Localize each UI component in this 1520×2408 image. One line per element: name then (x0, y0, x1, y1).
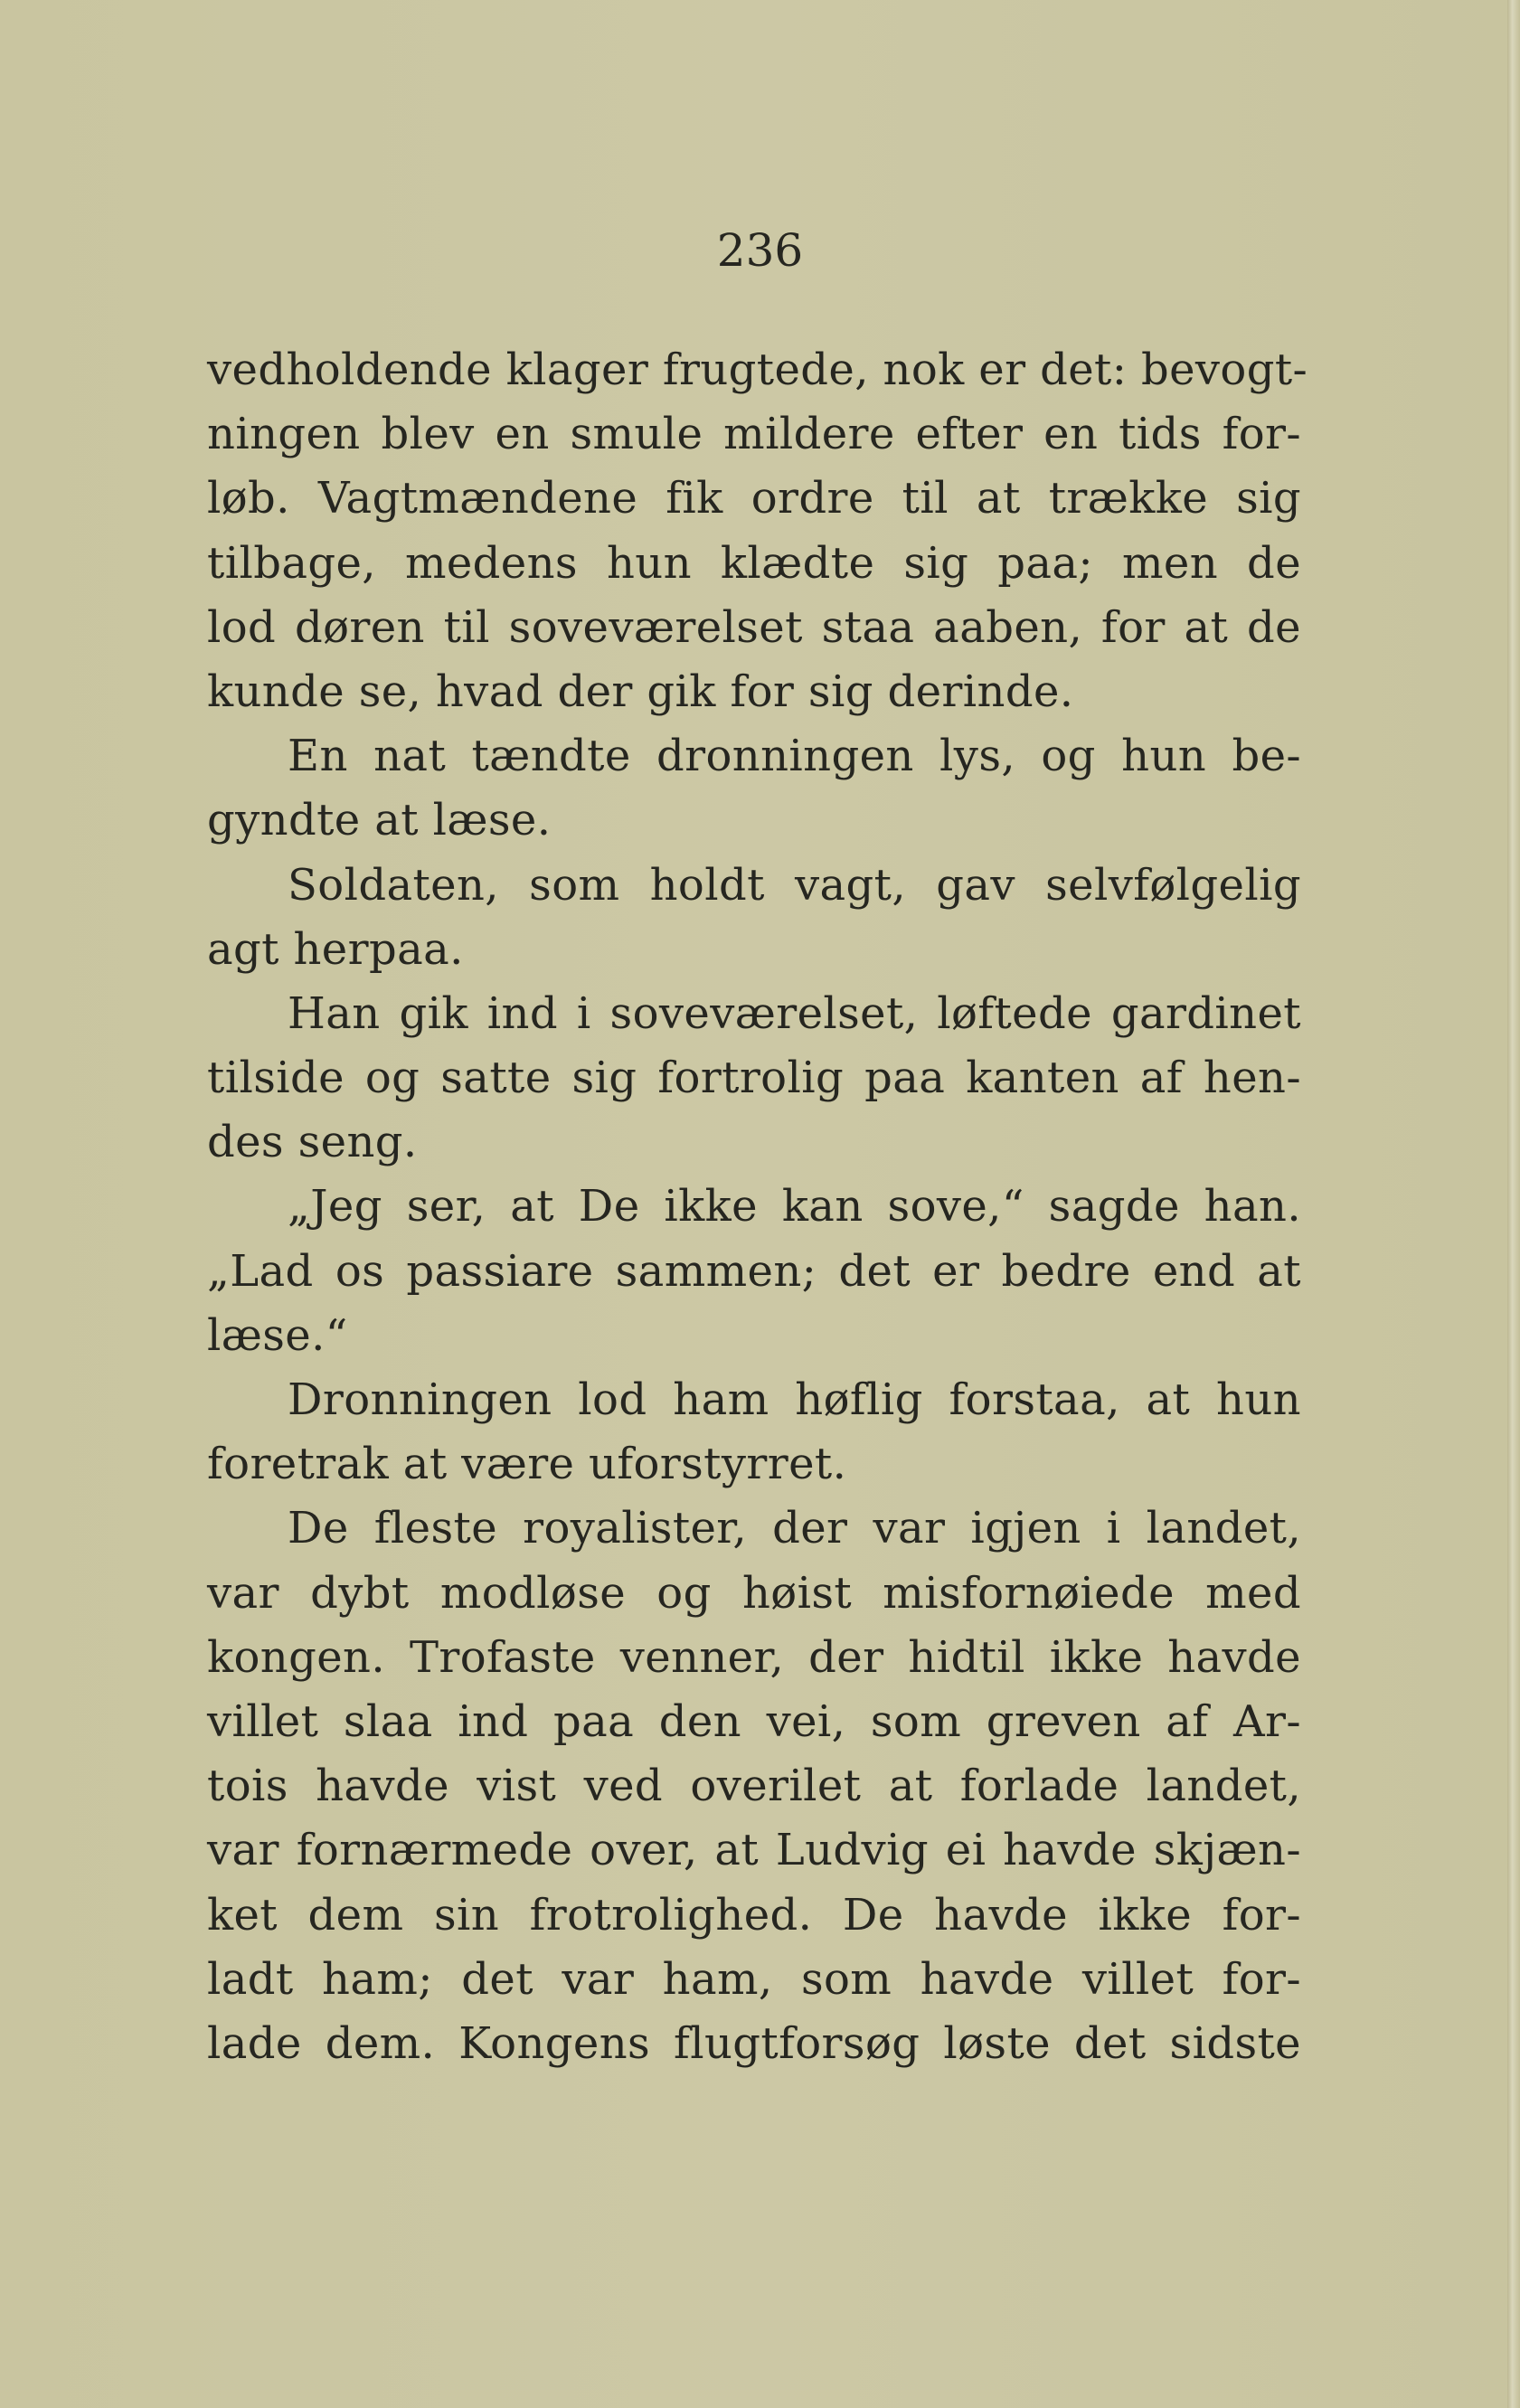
text-line: var dybt modløse og høist misfornøiede med (207, 1567, 1301, 1619)
text-line: lod døren til soveværelset staa aaben, for at de (207, 601, 1301, 653)
text-line: vedholdende klager frugtede, nok er det: bevogt- (207, 345, 1308, 395)
text-line: En nat tændte dronningen lys, og hun be- (288, 731, 1301, 782)
body-text (207, 338, 1308, 2076)
text-line: „Lad os passiare sammen; det er bedre end at (207, 1245, 1301, 1297)
text-line: kongen. Trofaste venner, der hidtil ikke havde (207, 1631, 1301, 1683)
text-line: ket dem sin frotrolighed. De havde ikke for- (207, 1889, 1301, 1941)
text-line: villet slaa ind paa den vei, som greven af Ar- (207, 1695, 1301, 1747)
text-line: løb. Vagtmændene fik ordre til at trække sig (207, 473, 1301, 524)
text-line: „Jeg ser, at De ikke kan sove,“ sagde han. (288, 1181, 1301, 1232)
text-line: Dronningen lod ham høflig forstaa, at hun (288, 1374, 1301, 1425)
text-line: lade dem. Kongens flugtforsøg løste det sidste (207, 2017, 1301, 2069)
text-line: Han gik ind i soveværelset, løftede gardinet (288, 987, 1301, 1039)
text-line: agt herpaa. (207, 923, 464, 975)
text-line: tilside og satte sig fortrolig paa kanten af hen- (207, 1053, 1301, 1104)
page-edge (1507, 0, 1520, 2408)
text-line: foretrak at være uforstyrret. (207, 1439, 847, 1490)
text-line: ladt ham; det var ham, som havde villet for- (207, 1953, 1301, 2005)
page-number: 236 (716, 224, 804, 277)
text-line: De fleste royalister, der var igjen i landet, (288, 1503, 1301, 1554)
text-line: des seng. (207, 1117, 418, 1168)
text-line: tois havde vist ved overilet at forlade landet, (207, 1761, 1301, 1812)
text-line: læse.“ (207, 1309, 348, 1361)
text-line: gyndte at læse. (207, 795, 552, 846)
text-line: Soldaten, som holdt vagt, gav selvfølgelig (288, 859, 1301, 911)
text-line: kunde se, hvad der gik for sig derinde. (207, 666, 1074, 717)
text-line: var fornærmede over, at Ludvig ei havde skjæn- (207, 1825, 1301, 1876)
text-line: tilbage, medens hun klædte sig paa; men de (207, 537, 1301, 589)
text-line: ningen blev en smule mildere efter en tids for- (207, 409, 1301, 460)
